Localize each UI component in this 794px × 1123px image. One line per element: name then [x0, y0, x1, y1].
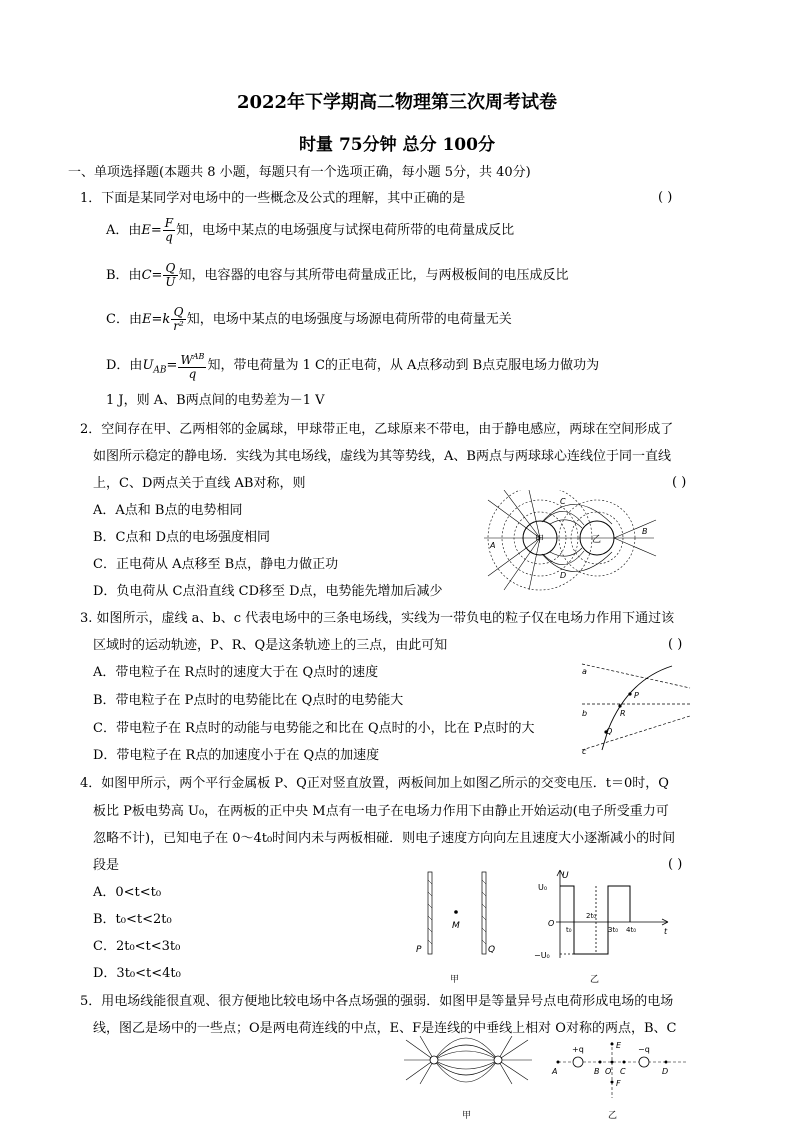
svg-text:U: U — [562, 871, 569, 881]
q5-line1: 5．用电场线能很直观、很方便地比较电场中各点场强的强弱．如图甲是等量异号点电荷形成电场的电场 — [80, 994, 674, 1009]
q4-plates-figure — [412, 870, 502, 988]
svg-text:甲: 甲 — [535, 535, 545, 545]
q1-stem: 1．下面是某同学对电场中的一些概念及公式的理解，其中正确的是 — [80, 191, 466, 206]
svg-text:U₀: U₀ — [538, 883, 548, 892]
q5-dipole-figure — [400, 1036, 536, 1122]
q1-option-a: A．由E= $\frac{F}{q}$ 知，电场中某点的电场强度与试探电荷所带的电荷量成反比 — [106, 216, 515, 244]
q1-option-d: D．由$U_{AB}=$ $\frac{W^{AB}}{q}$ 知，带电荷量为 1 C的正电荷，从 A点移动到 B点克服电场力做功为 — [106, 352, 600, 381]
q3-option-b: B．带电粒子在 P点时的电势能比在 Q点时的电势能大 — [93, 693, 404, 708]
svg-text:−U₀: −U₀ — [534, 951, 550, 960]
q1-option-b: B．由C= $\frac{Q}{U}$ 知，电容器的电容与其所带电荷量成正比，与两极板间的电压成反比 — [106, 261, 569, 289]
svg-text:Q: Q — [488, 945, 496, 955]
q4-option-c: C．2t₀<t<3t₀ — [93, 939, 181, 954]
q4-line1: 4．如图甲所示，两个平行金属板 P、Q正对竖直放置，两板间加上如图乙所示的交变电压．t＝0时，Q — [80, 776, 669, 791]
q2-field-figure — [484, 490, 660, 600]
q4-voltage-graph — [530, 866, 680, 988]
svg-text:P: P — [634, 691, 639, 700]
q2-option-b: B．C点和 D点的电场强度相同 — [93, 530, 271, 545]
q1-answer-paren: ( ) — [658, 190, 673, 205]
q4-line3: 忽略不计)，已知电子在 0～4t₀时间内未与两板相碰．则电子速度方向向左且速度大小逐渐减小的时间 — [93, 831, 676, 846]
q3-option-d: D．带电粒子在 R点的加速度小于在 Q点的加速度 — [93, 748, 380, 763]
svg-text:Q: Q — [606, 727, 613, 736]
q1-option-c: C．由E=k $\frac{Q}{\text{r²}}$ 知，电场中某点的电场强度与场源电荷所带的电荷量无关 — [106, 305, 512, 333]
svg-text:b: b — [582, 709, 588, 718]
svg-text:c: c — [582, 747, 587, 756]
svg-text:3t₀: 3t₀ — [608, 926, 619, 934]
svg-text:A: A — [552, 1067, 558, 1076]
svg-text:2t₀: 2t₀ — [586, 912, 597, 920]
svg-text:乙: 乙 — [592, 535, 602, 545]
svg-text:C: C — [560, 497, 566, 506]
svg-text:P: P — [416, 945, 422, 955]
q2-line3: 上，C、D两点关于直线 AB对称，则 — [93, 476, 306, 491]
svg-text:甲: 甲 — [450, 975, 460, 985]
svg-text:R: R — [620, 709, 626, 718]
q3-option-c: C．带电粒子在 R点时的动能与电势能之和比在 Q点时的小，比在 P点时的大 — [93, 721, 535, 736]
q1-option-d-cont: 1 J，则 A、B两点间的电势差为－1 V — [106, 393, 325, 408]
svg-text:B: B — [642, 527, 648, 536]
svg-text:乙: 乙 — [608, 1111, 618, 1121]
svg-text:t: t — [664, 927, 668, 936]
svg-text:−q: −q — [638, 1045, 650, 1054]
svg-text:F: F — [616, 1079, 621, 1088]
section-heading: 一、单项选择题(本题共 8 小题，每题只有一个选项正确，每小题 5分，共 40分) — [68, 165, 531, 180]
svg-text:乙: 乙 — [590, 975, 600, 985]
q3-option-a: A．带电粒子在 R点时的速度大于在 Q点时的速度 — [93, 665, 379, 680]
svg-text:4t₀: 4t₀ — [626, 926, 637, 934]
q2-line2: 如图所示稳定的静电场．实线为其电场线，虚线为其等势线，A、B两点与两球球心连线位于同一直线 — [93, 449, 671, 464]
q2-option-d: D．负电荷从 C点沿直线 CD移至 D点，电势能先增加后减少 — [93, 584, 443, 599]
q5-points-figure — [548, 1038, 698, 1122]
svg-text:D: D — [560, 571, 567, 580]
svg-text:C: C — [620, 1067, 626, 1076]
q4-line2: 板比 P板电势高 U₀，在两板的正中央 M点有一电子在电场力作用下由静止开始运动(电子所受重力可 — [93, 804, 669, 819]
exam-title: 2022年下学期高二物理第三次周考试卷 — [236, 92, 558, 113]
q3-trajectory-figure — [578, 660, 694, 756]
q5-line2: 线，图乙是场中的一些点；O是两电荷连线的中点，E、F是连线的中垂线上相对 O对称的两点，B、C — [93, 1021, 677, 1036]
q4-line4: 段是 — [93, 858, 120, 873]
svg-text:t₀: t₀ — [566, 926, 572, 934]
q2-answer-paren: ( ) — [672, 475, 687, 490]
q4-option-b: B．t₀<t<2t₀ — [93, 912, 172, 927]
svg-text:O: O — [605, 1067, 612, 1076]
svg-text:O: O — [548, 919, 555, 928]
q4-option-d: D．3t₀<t<4t₀ — [93, 966, 181, 981]
q2-option-c: C．正电荷从 A点移至 B点，静电力做正功 — [93, 557, 339, 572]
svg-text:M: M — [452, 921, 460, 931]
q3-line2: 区域时的运动轨迹，P、R、Q是这条轨迹上的三点，由此可知 — [93, 638, 448, 653]
q2-option-a: A．A点和 B点的电势相同 — [93, 503, 243, 518]
q4-answer-paren: ( ) — [668, 857, 683, 872]
svg-text:E: E — [616, 1041, 622, 1050]
exam-subtitle: 时量 75分钟 总分 100分 — [299, 135, 495, 155]
svg-text:甲: 甲 — [462, 1111, 472, 1121]
svg-text:a: a — [582, 667, 587, 676]
svg-text:B: B — [594, 1067, 600, 1076]
q4-option-a: A．0<t<t₀ — [93, 885, 162, 900]
svg-text:+q: +q — [572, 1045, 584, 1054]
svg-text:D: D — [662, 1067, 669, 1076]
svg-text:A: A — [490, 541, 496, 550]
q3-line1: 3. 如图所示，虚线 a、b、c 代表电场中的三条电场线，实线为一带负电的粒子仅在电场力作用下通过该 — [80, 611, 675, 626]
q3-answer-paren: ( ) — [668, 637, 683, 652]
q2-line1: 2．空间存在甲、乙两相邻的金属球，甲球带正电，乙球原来不带电，由于静电感应，两球在空间形成了 — [80, 422, 674, 437]
